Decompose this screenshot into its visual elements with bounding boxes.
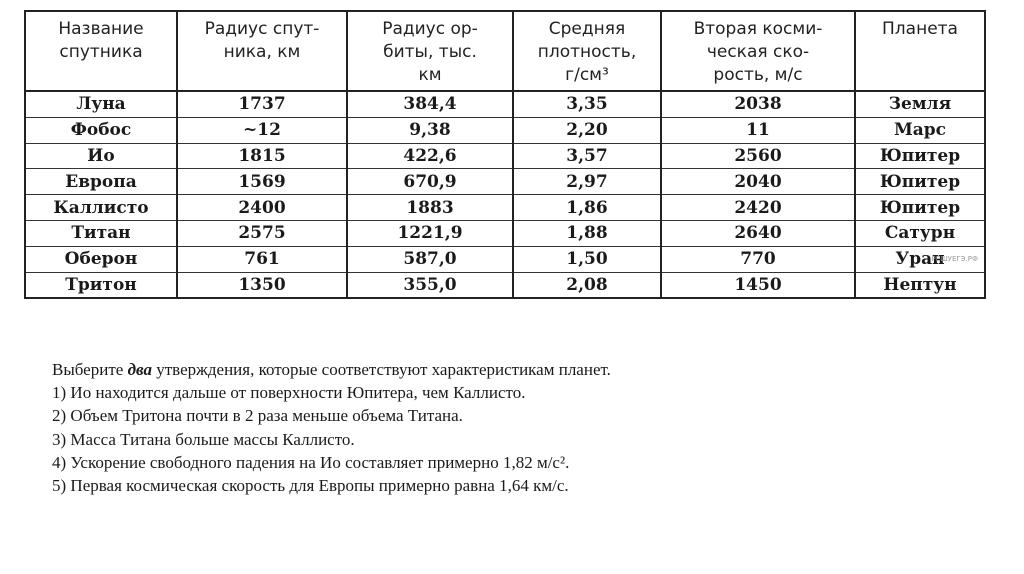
- column-header-2: [177, 11, 347, 91]
- table-cell: 2575: [177, 220, 347, 246]
- table-cell: Юпитер: [855, 195, 985, 221]
- watermark: РЕШУЕГЭ.РФ: [931, 255, 978, 264]
- table-cell: Ио: [25, 143, 177, 169]
- column-header-line: Вторая косми-: [693, 19, 823, 39]
- table-cell: Каллисто: [25, 195, 177, 221]
- column-header-line: плотность,: [537, 42, 637, 62]
- column-header-line: биты, тыс.: [383, 42, 477, 62]
- statement-5: 5) Первая космическая скорость для Европы примерно равна 1,64 км/с.: [52, 476, 569, 496]
- table-cell: 11: [661, 117, 855, 143]
- table-cell: ~12: [177, 117, 347, 143]
- table-row: [25, 272, 985, 298]
- table-cell: 1737: [177, 91, 347, 117]
- table-cell: 3,57: [513, 143, 661, 169]
- intro-text-before: Выберите: [52, 360, 128, 379]
- table-row: [25, 195, 985, 221]
- table-cell: 761: [177, 246, 347, 272]
- column-header-line: спутника: [59, 42, 143, 62]
- intro-emphasis: два: [127, 360, 152, 379]
- table-cell: Нептун: [855, 272, 985, 298]
- statement-3: 3) Масса Титана больше массы Каллисто.: [52, 429, 355, 449]
- table-row: [25, 246, 985, 272]
- table-cell: 422,6: [347, 143, 513, 169]
- column-header-1: [25, 11, 177, 91]
- column-header-line: Радиус спут-: [204, 19, 320, 39]
- satellite-table: [24, 10, 986, 299]
- table-cell: Юпитер: [855, 169, 985, 195]
- table-header-row: [25, 11, 985, 91]
- table-row: [25, 169, 985, 195]
- table-cell: 2420: [661, 195, 855, 221]
- statement-4: 4) Ускорение свободного падения на Ио составляет примерно 1,82 м/с².: [52, 452, 570, 472]
- table-row: [25, 91, 985, 117]
- column-header-line: рость, м/с: [713, 65, 803, 85]
- column-header-3: [347, 11, 513, 91]
- table-cell: 2038: [661, 91, 855, 117]
- table-cell: Марс: [855, 117, 985, 143]
- table-cell: 2400: [177, 195, 347, 221]
- table-cell: 9,38: [347, 117, 513, 143]
- intro-text-after: утверждения, которые соответствуют характеристикам планет.: [151, 360, 611, 379]
- table-cell: Сатурн: [855, 220, 985, 246]
- table-cell: 1450: [661, 272, 855, 298]
- table-cell: 1815: [177, 143, 347, 169]
- table-cell: Оберон: [25, 246, 177, 272]
- table-cell: 355,0: [347, 272, 513, 298]
- table-cell: 2,08: [513, 272, 661, 298]
- satellite-table-container: [24, 10, 984, 299]
- table-cell: Юпитер: [855, 143, 985, 169]
- table-cell: 670,9: [347, 169, 513, 195]
- table-cell: 2560: [661, 143, 855, 169]
- statement-2: 2) Объем Тритона почти в 2 раза меньше объема Титана.: [52, 406, 463, 426]
- table-cell: 3,35: [513, 91, 661, 117]
- column-header-5: [661, 11, 855, 91]
- table-cell: Луна: [25, 91, 177, 117]
- table-cell: 1,88: [513, 220, 661, 246]
- column-header-line: Название: [58, 19, 144, 39]
- table-cell: 1221,9: [347, 220, 513, 246]
- table-cell: Тритон: [25, 272, 177, 298]
- table-cell: 1883: [347, 195, 513, 221]
- table-row: [25, 220, 985, 246]
- statement-1: 1) Ио находится дальше от поверхности Юпитера, чем Каллисто.: [52, 383, 526, 403]
- task-intro: [52, 358, 992, 381]
- table-cell: Титан: [25, 220, 177, 246]
- table-cell: 2640: [661, 220, 855, 246]
- table-cell: Земля: [855, 91, 985, 117]
- table-cell: Фобос: [25, 117, 177, 143]
- table-cell: 1569: [177, 169, 347, 195]
- table-cell: 2,20: [513, 117, 661, 143]
- task-text: [52, 358, 992, 497]
- column-header-4: [513, 11, 661, 91]
- table-row: [25, 117, 985, 143]
- column-header-line: км: [418, 65, 442, 85]
- table-cell: 2040: [661, 169, 855, 195]
- column-header-6: [855, 11, 985, 91]
- column-header-line: ника, км: [223, 42, 301, 62]
- column-header-line: Средняя: [548, 19, 626, 39]
- column-header-line: Планета: [882, 19, 958, 39]
- table-cell: 587,0: [347, 246, 513, 272]
- table-cell: 2,97: [513, 169, 661, 195]
- table-cell: 770: [661, 246, 855, 272]
- table-cell: 1,86: [513, 195, 661, 221]
- table-cell: Уран: [855, 246, 985, 272]
- table-cell: 384,4: [347, 91, 513, 117]
- column-header-line: ческая ско-: [706, 42, 810, 62]
- column-header-line: Радиус ор-: [382, 19, 478, 39]
- table-cell: Европа: [25, 169, 177, 195]
- table-body: [25, 91, 985, 298]
- table-cell: 1350: [177, 272, 347, 298]
- table-cell: 1,50: [513, 246, 661, 272]
- table-row: [25, 143, 985, 169]
- column-header-line: г/см³: [565, 65, 609, 85]
